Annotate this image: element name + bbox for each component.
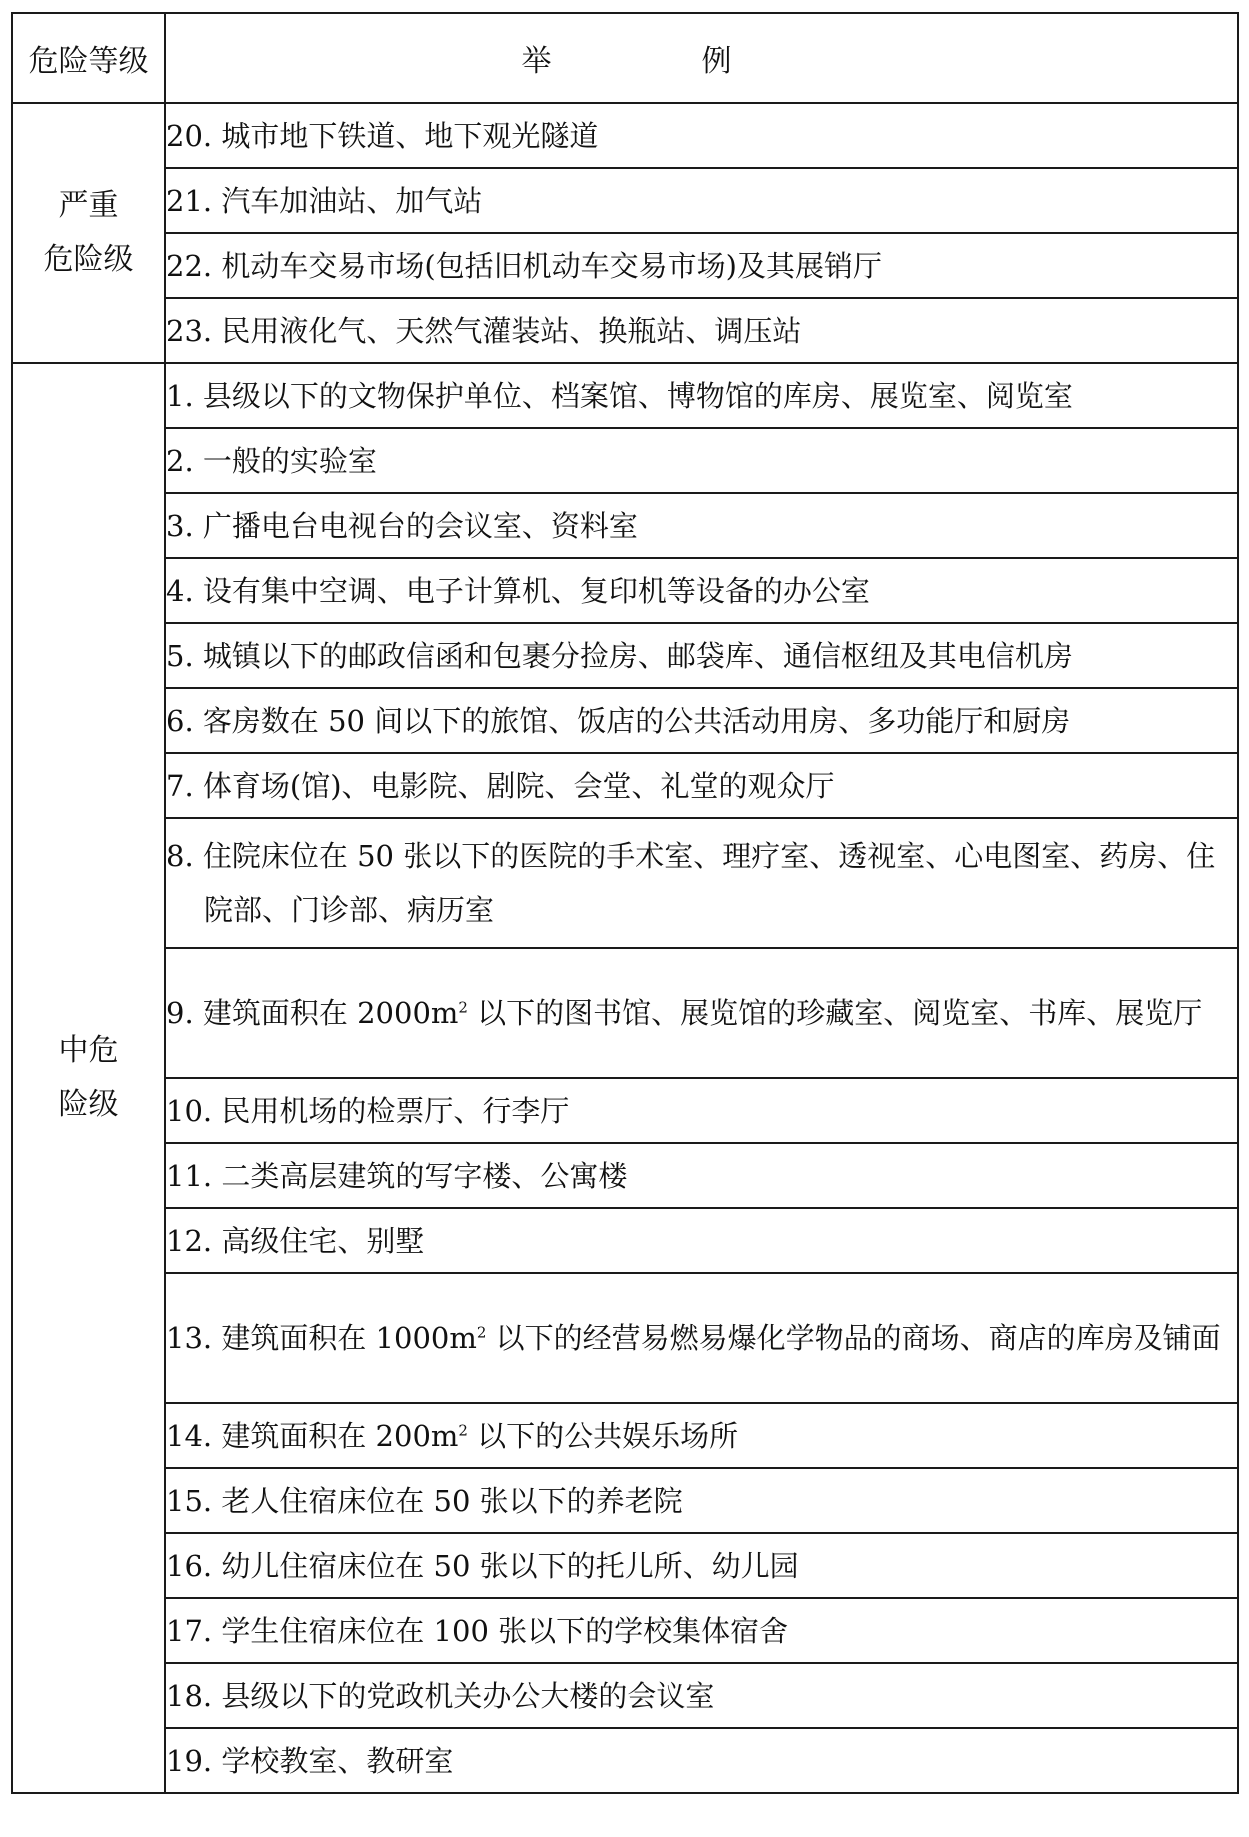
example-item: 17. 学生住宿床位在 100 张以下的学校集体宿舍 bbox=[165, 1598, 1238, 1663]
table-row bbox=[12, 493, 1238, 558]
header-examples: 举例 bbox=[165, 13, 1238, 103]
level-cell-medium bbox=[12, 363, 165, 1793]
example-item: 10. 民用机场的检票厅、行李厅 bbox=[165, 1078, 1238, 1143]
table-row bbox=[12, 1273, 1238, 1403]
example-item: 20. 城市地下铁道、地下观光隧道 bbox=[165, 103, 1238, 168]
level-cell-serious bbox=[12, 103, 165, 363]
table-row bbox=[12, 1208, 1238, 1273]
hazard-level-table bbox=[11, 12, 1239, 1794]
example-text-post: 以下的公共娱乐场所 bbox=[467, 1418, 739, 1453]
level-label-line2: 险级 bbox=[58, 1087, 119, 1122]
table-row bbox=[12, 1663, 1238, 1728]
table-row bbox=[12, 1533, 1238, 1598]
example-text-pre: 14. 建筑面积在 200m bbox=[166, 1418, 459, 1453]
example-item: 12. 高级住宅、别墅 bbox=[165, 1208, 1238, 1273]
superscript-2: 2 bbox=[458, 998, 468, 1017]
table-row bbox=[12, 1078, 1238, 1143]
table-row bbox=[12, 1728, 1238, 1793]
table-row bbox=[12, 1468, 1238, 1533]
table-row bbox=[12, 1598, 1238, 1663]
table-row bbox=[12, 233, 1238, 298]
table-row bbox=[12, 1143, 1238, 1208]
example-item: 23. 民用液化气、天然气灌装站、换瓶站、调压站 bbox=[165, 298, 1238, 363]
table-row bbox=[12, 1403, 1238, 1468]
example-item: 1. 县级以下的文物保护单位、档案馆、博物馆的库房、展览室、阅览室 bbox=[165, 363, 1238, 428]
example-item: 11. 二类高层建筑的写字楼、公寓楼 bbox=[165, 1143, 1238, 1208]
table-row bbox=[12, 298, 1238, 363]
example-item bbox=[165, 818, 1238, 948]
example-text-pre: 13. 建筑面积在 1000m bbox=[166, 1321, 477, 1355]
example-item-text bbox=[166, 986, 1237, 1040]
example-item: 19. 学校教室、教研室 bbox=[165, 1728, 1238, 1793]
table-row bbox=[12, 558, 1238, 623]
header-hazard-level: 危险等级 bbox=[12, 13, 165, 103]
example-text-post: 以下的经营易燃易爆化学物品的商场、商店的库房及铺面 bbox=[486, 1321, 1221, 1355]
level-label-line1: 中危 bbox=[58, 1033, 119, 1068]
table-row bbox=[12, 753, 1238, 818]
level-label-line1: 严重 bbox=[58, 188, 119, 223]
example-item bbox=[165, 948, 1238, 1078]
table-row bbox=[12, 428, 1238, 493]
example-item bbox=[165, 1403, 1238, 1468]
example-item-text bbox=[166, 1311, 1237, 1365]
example-item: 7. 体育场(馆)、电影院、剧院、会堂、礼堂的观众厅 bbox=[165, 753, 1238, 818]
example-item: 22. 机动车交易市场(包括旧机动车交易市场)及其展销厅 bbox=[165, 233, 1238, 298]
table-row bbox=[12, 168, 1238, 233]
example-text-pre: 9. 建筑面积在 2000m bbox=[166, 996, 459, 1030]
example-item: 2. 一般的实验室 bbox=[165, 428, 1238, 493]
table-row bbox=[12, 103, 1238, 168]
example-item: 3. 广播电台电视台的会议室、资料室 bbox=[165, 493, 1238, 558]
table-row bbox=[12, 688, 1238, 753]
example-item: 16. 幼儿住宿床位在 50 张以下的托儿所、幼儿园 bbox=[165, 1533, 1238, 1598]
superscript-2: 2 bbox=[458, 1420, 468, 1439]
table-header-row bbox=[12, 13, 1238, 103]
example-item: 4. 设有集中空调、电子计算机、复印机等设备的办公室 bbox=[165, 558, 1238, 623]
example-text-post: 以下的图书馆、展览馆的珍藏室、阅览室、书库、展览厅 bbox=[467, 996, 1203, 1030]
example-item: 18. 县级以下的党政机关办公大楼的会议室 bbox=[165, 1663, 1238, 1728]
example-item bbox=[165, 1273, 1238, 1403]
table-row bbox=[12, 363, 1238, 428]
example-item: 15. 老人住宿床位在 50 张以下的养老院 bbox=[165, 1468, 1238, 1533]
table-row bbox=[12, 818, 1238, 948]
example-item: 21. 汽车加油站、加气站 bbox=[165, 168, 1238, 233]
example-item: 6. 客房数在 50 间以下的旅馆、饭店的公共活动用房、多功能厅和厨房 bbox=[165, 688, 1238, 753]
level-label-line2: 危险级 bbox=[43, 242, 134, 277]
table-row bbox=[12, 623, 1238, 688]
superscript-2: 2 bbox=[476, 1323, 487, 1342]
example-item-text: 8. 住院床位在 50 张以下的医院的手术室、理疗室、透视室、心电图室、药房、住院部、门诊部、病历室 bbox=[166, 839, 1216, 927]
example-item: 5. 城镇以下的邮政信函和包裹分捡房、邮袋库、通信枢纽及其电信机房 bbox=[165, 623, 1238, 688]
table-row bbox=[12, 948, 1238, 1078]
